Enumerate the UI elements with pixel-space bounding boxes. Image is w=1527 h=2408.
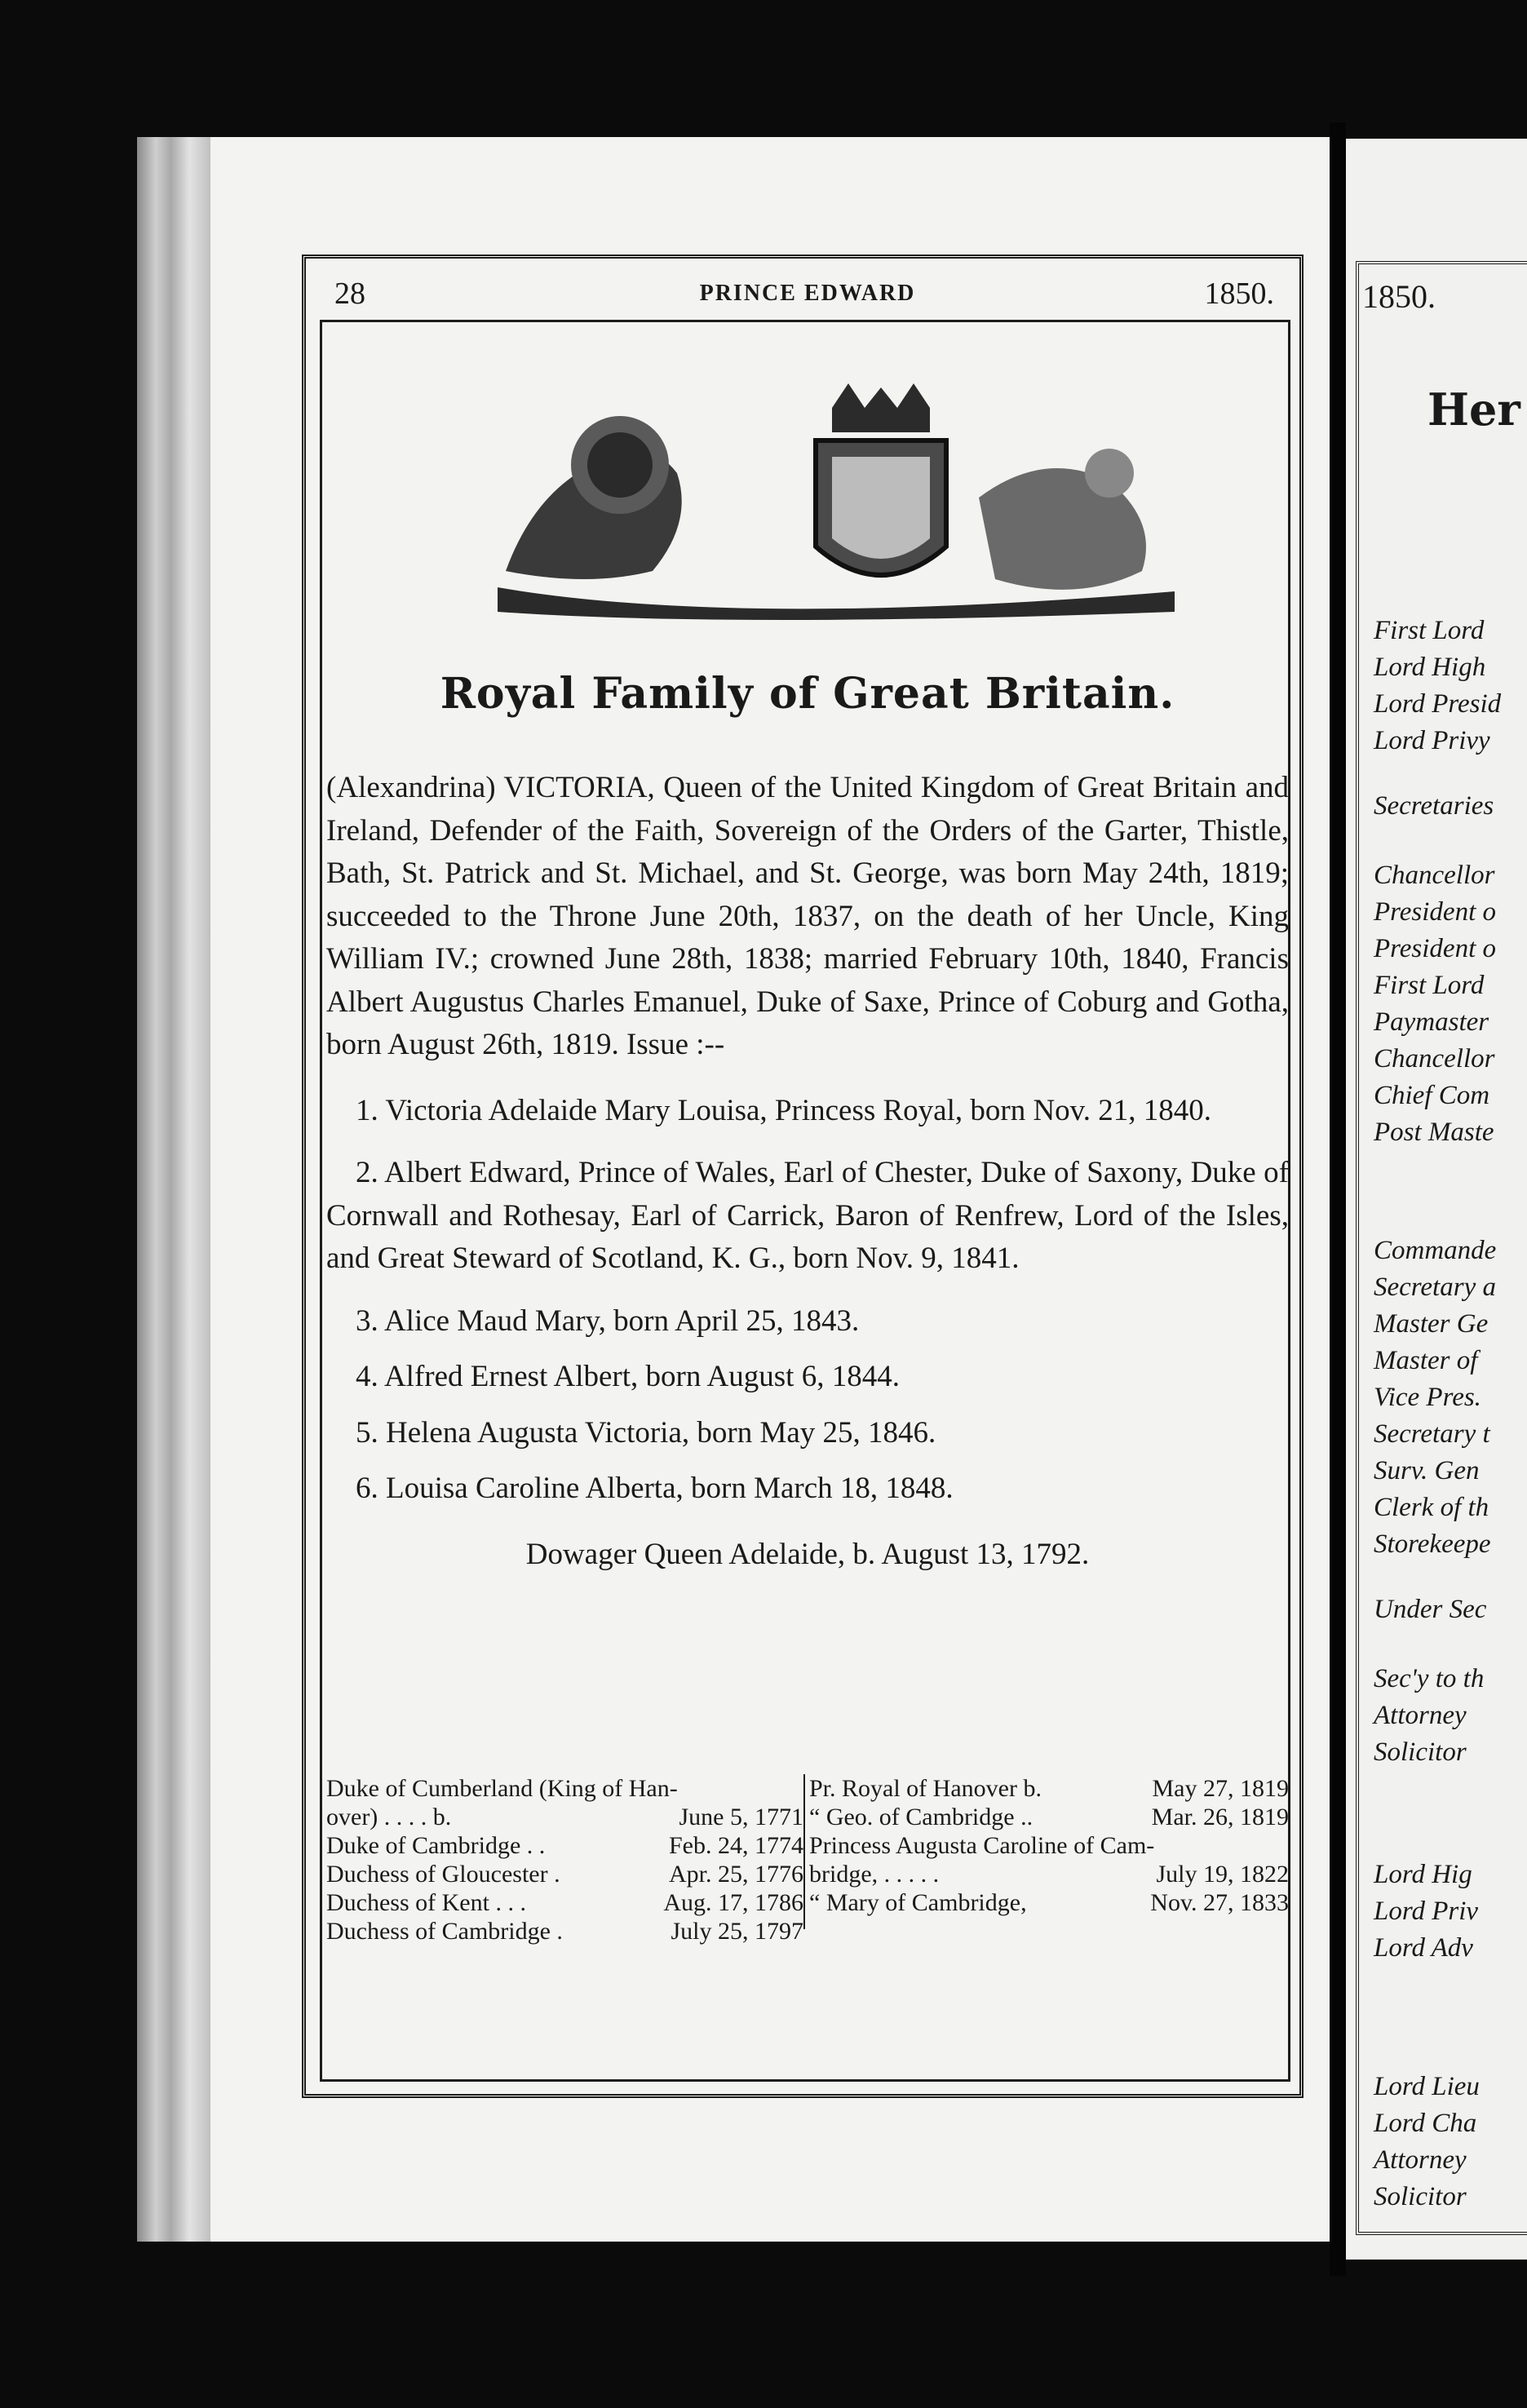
right-page-line: Vice Pres. [1374,1383,1481,1412]
right-page-line: Lord Lieu [1374,2072,1480,2101]
right-page-line: Under Sec [1374,1595,1487,1624]
right-page-line: Paymaster [1374,1007,1489,1037]
right-page-line: Surv. Gen [1374,1456,1480,1485]
family-row: bridge, . . . . . July 19, 1822 [809,1861,1289,1888]
book-gutter [1330,122,1346,2276]
book-page-edges [137,137,212,2242]
family-row: “ Geo. of Cambridge .. Mar. 26, 1819 [809,1804,1289,1830]
right-page-line: Master Ge [1374,1309,1489,1339]
family-row: over) . . . . b. June 5, 1771 [326,1804,803,1830]
right-page-line: Lord Adv [1374,1933,1473,1963]
right-page-line: Lord Privy [1374,726,1490,755]
family-row: Princess Augusta Caroline of Cam- [809,1832,1155,1859]
right-page-line: Chancellor [1374,1044,1495,1073]
issue-item: 4. Alfred Ernest Albert, born August 6, 1844. [356,1360,900,1393]
intro-paragraph: (Alexandrina) VICTORIA, Queen of the United Kingdom of Great Britain and Ireland, Defender of the Faith, Sovereign of the Orders of the Garter, Thistle, Bath, St. Patrick and St. Michael, and St. George, was born May 24th, 1819; succeeded to the Throne June 20th, 1837, on the death of her Uncle, King William IV.; crowned June 28th, 1838; married February 10th, 1840, Francis Albert Augustus Charles Emanuel, Duke of Saxe, Prince of Coburg and Gotha, born August 26th, 1819. Issue :-- [326,771,1289,1061]
right-page-line: Master of [1374,1346,1478,1375]
right-page-line: Sec'y to th [1374,1664,1485,1693]
right-page-line: Secretaries [1374,791,1494,821]
right-page-line: Attorney [1374,2145,1467,2175]
family-row: Duchess of Kent . . . Aug. 17, 1786 [326,1889,803,1916]
family-row: “ Mary of Cambridge, Nov. 27, 1833 [809,1889,1289,1916]
right-page-line: Post Maste [1374,1118,1494,1147]
right-page-line: First Lord [1374,616,1485,645]
right-page [1346,139,1527,2260]
page-number: 28 [334,277,365,311]
family-row: Duke of Cambridge . . Feb. 24, 1774 [326,1832,803,1859]
running-year: 1850. [1204,277,1274,311]
section-title: Royal Family of Great Britain. [440,669,1175,719]
running-title: PRINCE EDWARD [699,281,916,306]
issue-item: 2. Albert Edward, Prince of Wales, Earl of Chester, Duke of Saxony, Duke of Cornwall and Rothesay, Earl of Carrick, Baron of Renfrew, Lord of the Isles, and Great Steward of Scotland, K. G., born Nov. 9, 1841. [326,1156,1289,1275]
right-page-line: Lord Cha [1374,2109,1477,2138]
right-page-line: Secretary t [1374,1419,1490,1449]
right-page-line: Solicitor [1374,1737,1467,1767]
right-page-line: Storekeepe [1374,1529,1491,1559]
right-page-line: Secretary a [1374,1273,1496,1302]
family-column-right [809,1774,1289,1917]
right-page-year: 1850. [1362,278,1436,315]
body-text [326,767,1289,1606]
family-row: Duchess of Gloucester . Apr. 25, 1776 [326,1861,803,1888]
right-page-line: Lord High [1374,653,1486,682]
right-page-line: Chief Com [1374,1081,1490,1110]
royal-coat-of-arms-image [489,383,1191,628]
family-row: Pr. Royal of Hanover b. May 27, 1819 [809,1775,1289,1802]
issue-item: 5. Helena Augusta Victoria, born May 25, 1846. [356,1415,936,1450]
right-page-title: Her [1427,383,1520,436]
right-page-line: Lord Presid [1374,689,1502,719]
right-page-line: President o [1374,934,1496,963]
issue-item: 6. Louisa Caroline Alberta, born March 18, 1848. [356,1472,954,1505]
right-page-line: Chancellor [1374,861,1495,890]
family-column-left [326,1774,805,1945]
family-row: Duke of Cumberland (King of Han- [326,1775,678,1802]
running-head [326,276,1289,316]
right-page-line: Commande [1374,1236,1497,1265]
right-page-line: First Lord [1374,971,1485,1000]
family-row: Duchess of Cambridge . July 25, 1797 [326,1918,803,1945]
dowager-line: Dowager Queen Adelaide, b. August 13, 1792. [525,1537,1090,1571]
issue-item: 1. Victoria Adelaide Mary Louisa, Princess Royal, born Nov. 21, 1840. [356,1093,1212,1127]
issue-list [326,1090,1289,1511]
right-page-line: Clerk of th [1374,1493,1489,1522]
right-page-line: President o [1374,897,1496,927]
right-page-line: Solicitor [1374,2182,1467,2211]
right-page-line: Attorney [1374,1701,1467,1730]
issue-item: 3. Alice Maud Mary, born April 25, 1843. [356,1304,860,1338]
right-page-line: Lord Priv [1374,1897,1479,1926]
right-page-line: Lord Hig [1374,1860,1472,1889]
